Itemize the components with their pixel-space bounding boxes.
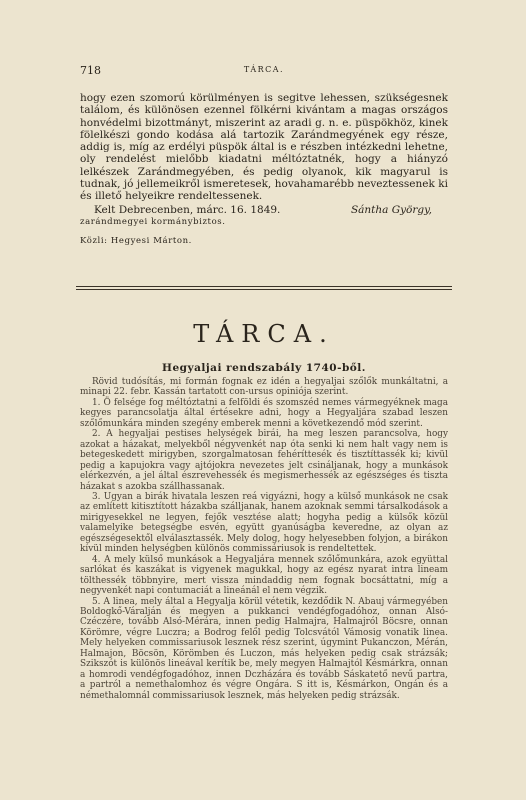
section-heading: TÁRCA.	[193, 320, 335, 348]
signature-name: Sántha György,	[350, 203, 432, 216]
article-paragraph: 2. A hegyaljai pestises helységek birái, ha meg leszen parancsolva, hogy azokat a házakat, melyekből négyvenkét nap óta senki ki nem halt vagy nem is betegeskedett mirigyben, szorgalmatosan fehéríttesék és tisztíttassék ki; kivül pedig a kapujokra vagy ajtójokra nevezetes jelt csináljanak, hogy a munkások elérkezvén, a jel által észrevehessék és megismerhessék az egészséges és tiszta házakat s azokba szállhassanak.	[80, 429, 448, 492]
letter-date	[80, 204, 448, 216]
letter-paragraph: hogy ezen szomorú körülményen is segitve lehessen, szükségesnek találom, és különösen ezennel fölkérni kivántam a magas országos honvédelmi bizottmányt, miszerint az aradi g. n. e. püspökhöz, kinek fölelkészi gondo kodása alá tartozik Zarándmegyének egy része, addig is, míg az erdélyi püspök által is e részben intézkedni lehetne, oly rendelést mielőbb kiadatni méltóztatnék, hogy a hiányzó lelkészek Zarándmegyében, és pedig olyanok, kik magyarul is tudnak, jó jellemeikről ismeretesek, hovahamarébb neveztessenek ki és illető helyeikre rendeltessenek.	[80, 92, 448, 203]
article-title: Hegyaljai rendszabály 1740-ből.	[162, 362, 366, 374]
article-paragraph: Rövid tudósítás, mi formán fognak ez idén a hegyaljai szőlők munkáltatni, a minapi 22. febr. Kassán tartatott con-ursus opiniója szerint.	[80, 377, 448, 398]
article-paragraph: 4. A mely külső munkások a Hegyaljára mennek szőlőmunkára, azok együttal sarlókat és kaszákat is vigyenek magukkal, hogy az egész nyarat intra lineam tölthessék többnyire, mert vissza mindaddig nem fognak bocsáttatni, míg a negyvenkét napi contumaciát a lineánál el nem végzik.	[80, 554, 448, 597]
signature-title: zarándmegyei kormánybiztos.	[80, 216, 226, 227]
dated-line: Kelt Debrecenben, márc. 16. 1849.	[94, 203, 281, 216]
article-paragraph: 5. A linea, mely által a Hegyalja körül vétetik, kezdődik N. Abauj vármegyében Boldogkő-Váralján és megyen a pukkanci vendégfogadóhoz, onnan Alsó-Czéczére, tovább Alsó-Mérára, innen pedig Halmajra, Halmajról Böcsre, onnan Körömre, végre Luczra; a Bodrog felől pedig Tolcsvától Vámosig vonatik linea. Mely helyeken commissariusok lesznek rész szerint, úgymint Pukanczon, Mérán, Halmajon, Böcsön, Körömben és Luczon, más helyeken pedig csak strázsák; Szikszót is különös lineával kerítik be, mely megyen Halmajtól Késmárkra, onnan a homrodi vendégfogadóhoz, innen Dczházára és tovább Sáskatető nevű partra, a partról a nemethalomhoz és végre Ongára. S itt is, Késmárkon, Ongán és a némethalomnál commissariusok lesznek, más helyeken pedig strázsák.	[80, 596, 448, 701]
page-header	[80, 64, 448, 78]
article-paragraph: 3. Ugyan a birák hivatala leszen reá vigyázni, hogy a külső munkások ne csak az említett kitisztított házakba szálljanak, hanem azoknak semmi társalkodások a mirigyesekkel ne legyen, fejők vesztése alatt; hogyha pedig a külsők közül valamelyike betegségbe esvén, együtt gyanúságba keveredne, az olyan az egészségesektől elválasztassék. Mely dolog, hogy helyesebben folyjon, a birákon kívül minden helységben különös commissáriusok is rendeltettek.	[80, 491, 448, 555]
page-number: 718	[80, 64, 101, 77]
letter-text	[80, 92, 448, 248]
article-body	[80, 377, 448, 701]
section-divider-thin	[76, 289, 452, 290]
article-paragraph: 1. Ö felsége fog méltóztatni a felföldi és szomszéd nemes vármegyéknek maga kegyes parancsolatja által értésekre adni, hogy a Hegyaljára szabad leszen szőlőmunkára minden szegény emberek menni a következendő mód szerint.	[80, 397, 448, 429]
section-divider	[76, 286, 452, 287]
running-head: TÁRCA.	[243, 65, 285, 74]
communicated-by: Közli: Hegyesi Márton.	[80, 236, 192, 247]
